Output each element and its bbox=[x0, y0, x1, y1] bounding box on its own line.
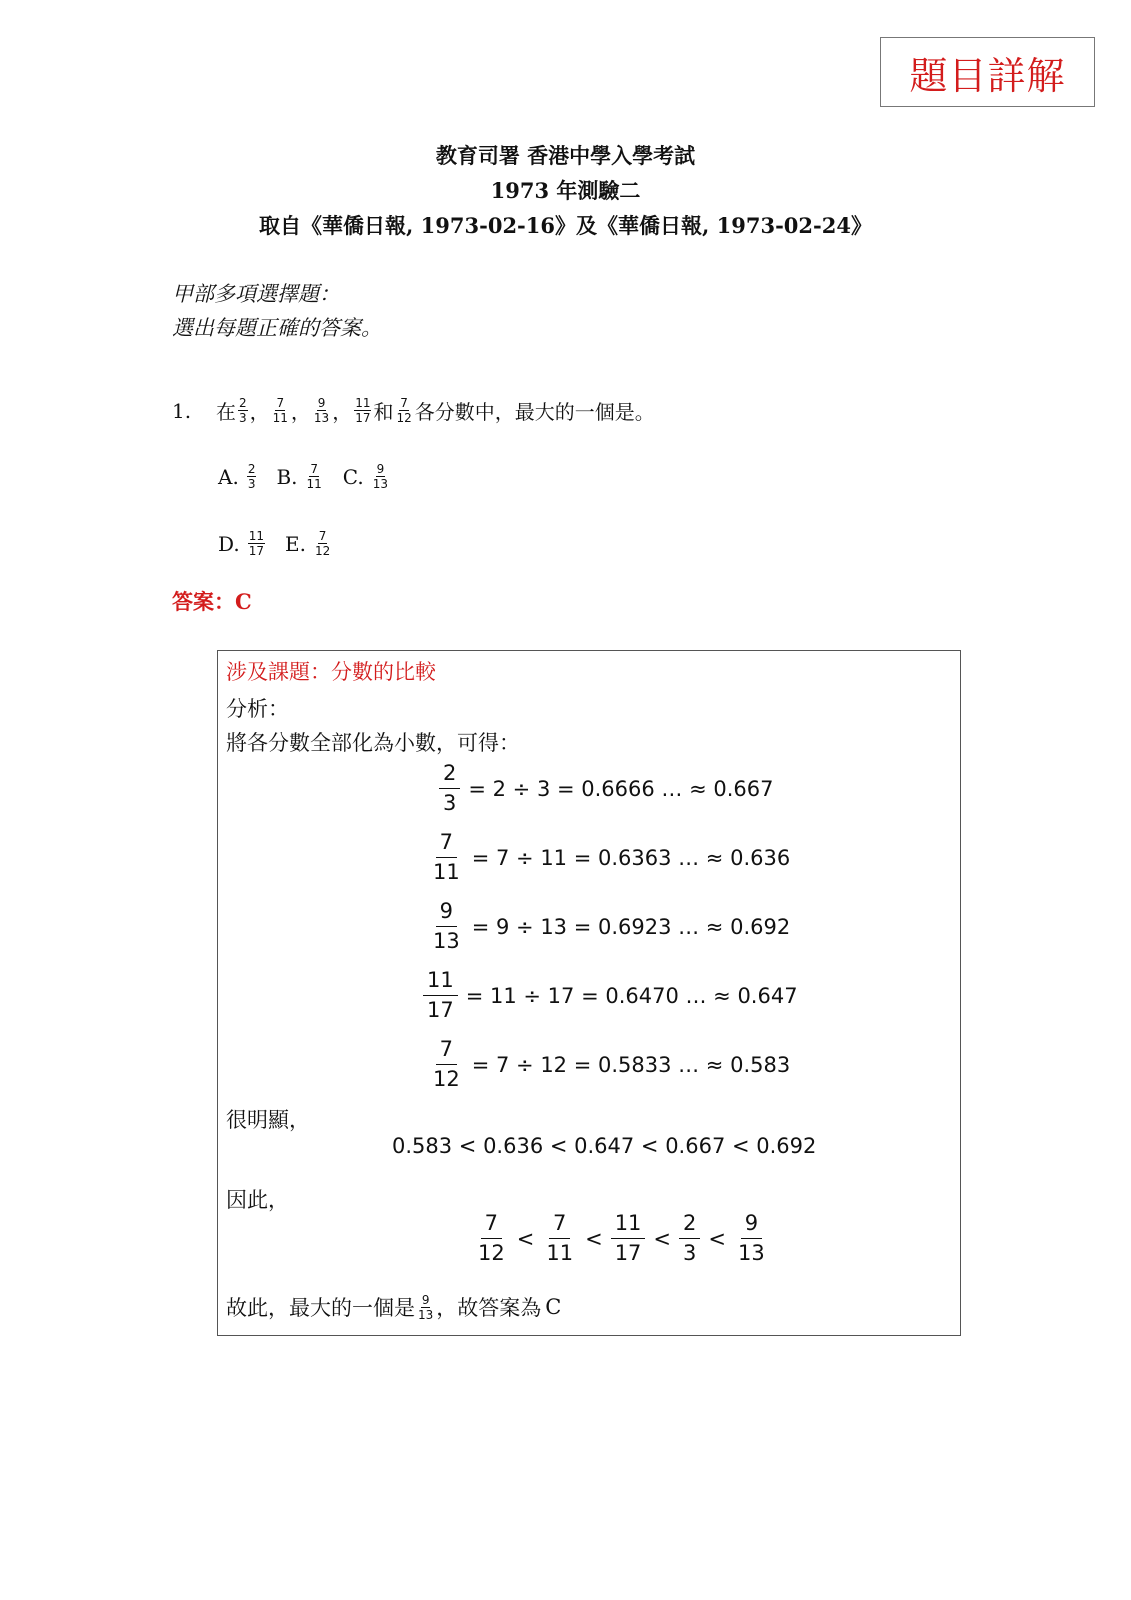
option-a-fraction: $\frac{2}{3}$ bbox=[247, 462, 256, 491]
order-fraction: $\frac{9}{13}$ bbox=[738, 1211, 765, 1265]
exam-authority-title: 教育司署 香港中學入學考試 bbox=[435, 143, 696, 168]
option-e-fraction: $\frac{7}{12}$ bbox=[314, 529, 331, 558]
question-number: 1. bbox=[172, 398, 192, 423]
analysis-label: 分析： bbox=[226, 697, 289, 721]
question-and: 和 bbox=[373, 400, 394, 424]
option-a-label: A. bbox=[218, 464, 239, 489]
order-fraction: $\frac{2}{3}$ bbox=[679, 1213, 700, 1264]
order-fraction: $\frac{7}{12}$ bbox=[478, 1211, 505, 1265]
less-than-sign: < bbox=[653, 1226, 672, 1251]
equation-row bbox=[427, 1039, 790, 1090]
less-than-sign: < bbox=[708, 1226, 727, 1251]
equation-fraction: $\frac{11}{17}$ bbox=[423, 970, 458, 1021]
equation-result: = 7 ÷ 12 = 0.5833 … ≈ 0.583 bbox=[471, 1052, 791, 1077]
answer-text: 答案：C bbox=[172, 589, 252, 614]
final-mid: ，故答案為 bbox=[436, 1296, 542, 1320]
question-fraction: $\frac{9}{13}$ bbox=[313, 396, 330, 425]
order-fraction: $\frac{11}{17}$ bbox=[611, 1213, 646, 1264]
question-suffix: 各分數中，最大的一個是。 bbox=[414, 400, 655, 424]
equation-result: = 11 ÷ 17 = 0.6470 … ≈ 0.647 bbox=[465, 983, 798, 1008]
question-separator: ， bbox=[290, 400, 311, 424]
options-row-2 bbox=[218, 530, 333, 557]
final-conclusion bbox=[226, 1292, 561, 1322]
less-than-sign: < bbox=[585, 1226, 603, 1251]
fraction-order bbox=[472, 1213, 771, 1264]
exam-source-title: 取自《華僑日報, 1973-02-16》及《華僑日報, 1973-02-24》 bbox=[259, 213, 872, 238]
question-fraction: $\frac{7}{11}$ bbox=[272, 396, 288, 425]
analysis-intro: 將各分數全部化為小數，可得： bbox=[226, 731, 520, 755]
equation-fraction: $\frac{7}{11}$ bbox=[433, 830, 460, 884]
option-c-fraction: $\frac{9}{13}$ bbox=[372, 462, 389, 491]
question-prefix: 在 bbox=[216, 400, 236, 424]
section-title: 甲部多項選擇題： bbox=[172, 282, 340, 306]
option-b-fraction: $\frac{7}{11}$ bbox=[306, 462, 322, 491]
equation-result: = 2 ÷ 3 = 0.6666 … ≈ 0.667 bbox=[468, 776, 774, 801]
therefore-text: 因此， bbox=[226, 1188, 289, 1212]
equation-fraction: $\frac{2}{3}$ bbox=[439, 763, 460, 814]
exam-year-title: 1973 年測驗二 bbox=[490, 178, 641, 203]
less-than-sign: < bbox=[516, 1226, 535, 1251]
options-row-1 bbox=[218, 463, 391, 490]
question-separator: ， bbox=[249, 400, 270, 424]
solution-topic: 涉及課題：分數的比較 bbox=[226, 660, 436, 684]
equation-row bbox=[437, 763, 773, 814]
equation-result: = 9 ÷ 13 = 0.6923 … ≈ 0.692 bbox=[471, 914, 791, 939]
equation-fraction: $\frac{9}{13}$ bbox=[433, 899, 460, 953]
equation-fraction: $\frac{7}{12}$ bbox=[433, 1037, 460, 1091]
order-fraction: $\frac{7}{11}$ bbox=[546, 1211, 574, 1265]
final-letter: C bbox=[545, 1295, 562, 1319]
equation-row bbox=[427, 901, 790, 952]
option-e-label: E. bbox=[284, 531, 306, 556]
question-separator: ， bbox=[332, 400, 353, 424]
equation-result: = 7 ÷ 11 = 0.6363 … ≈ 0.636 bbox=[471, 845, 791, 870]
question-fraction: $\frac{2}{3}$ bbox=[239, 396, 247, 425]
decimal-comparison: 0.583 < 0.636 < 0.647 < 0.667 < 0.692 bbox=[392, 1134, 817, 1158]
final-prefix: 故此，最大的一個是 bbox=[226, 1296, 415, 1320]
detail-tag: 題目詳解 bbox=[880, 37, 1095, 107]
option-c-label: C. bbox=[342, 464, 364, 489]
obviously-text: 很明顯， bbox=[226, 1108, 310, 1132]
option-b-label: B. bbox=[276, 464, 298, 489]
equation-row bbox=[421, 970, 798, 1021]
final-fraction: $\frac{9}{13}$ bbox=[418, 1292, 434, 1322]
option-d-label: D. bbox=[218, 531, 240, 556]
question-fraction: $\frac{11}{17}$ bbox=[355, 396, 371, 425]
question-fraction: $\frac{7}{12}$ bbox=[396, 396, 412, 425]
question-1 bbox=[172, 396, 655, 425]
equation-row bbox=[427, 832, 790, 883]
section-instruction: 選出每題正確的答案。 bbox=[172, 316, 382, 340]
option-d-fraction: $\frac{11}{17}$ bbox=[248, 529, 264, 558]
